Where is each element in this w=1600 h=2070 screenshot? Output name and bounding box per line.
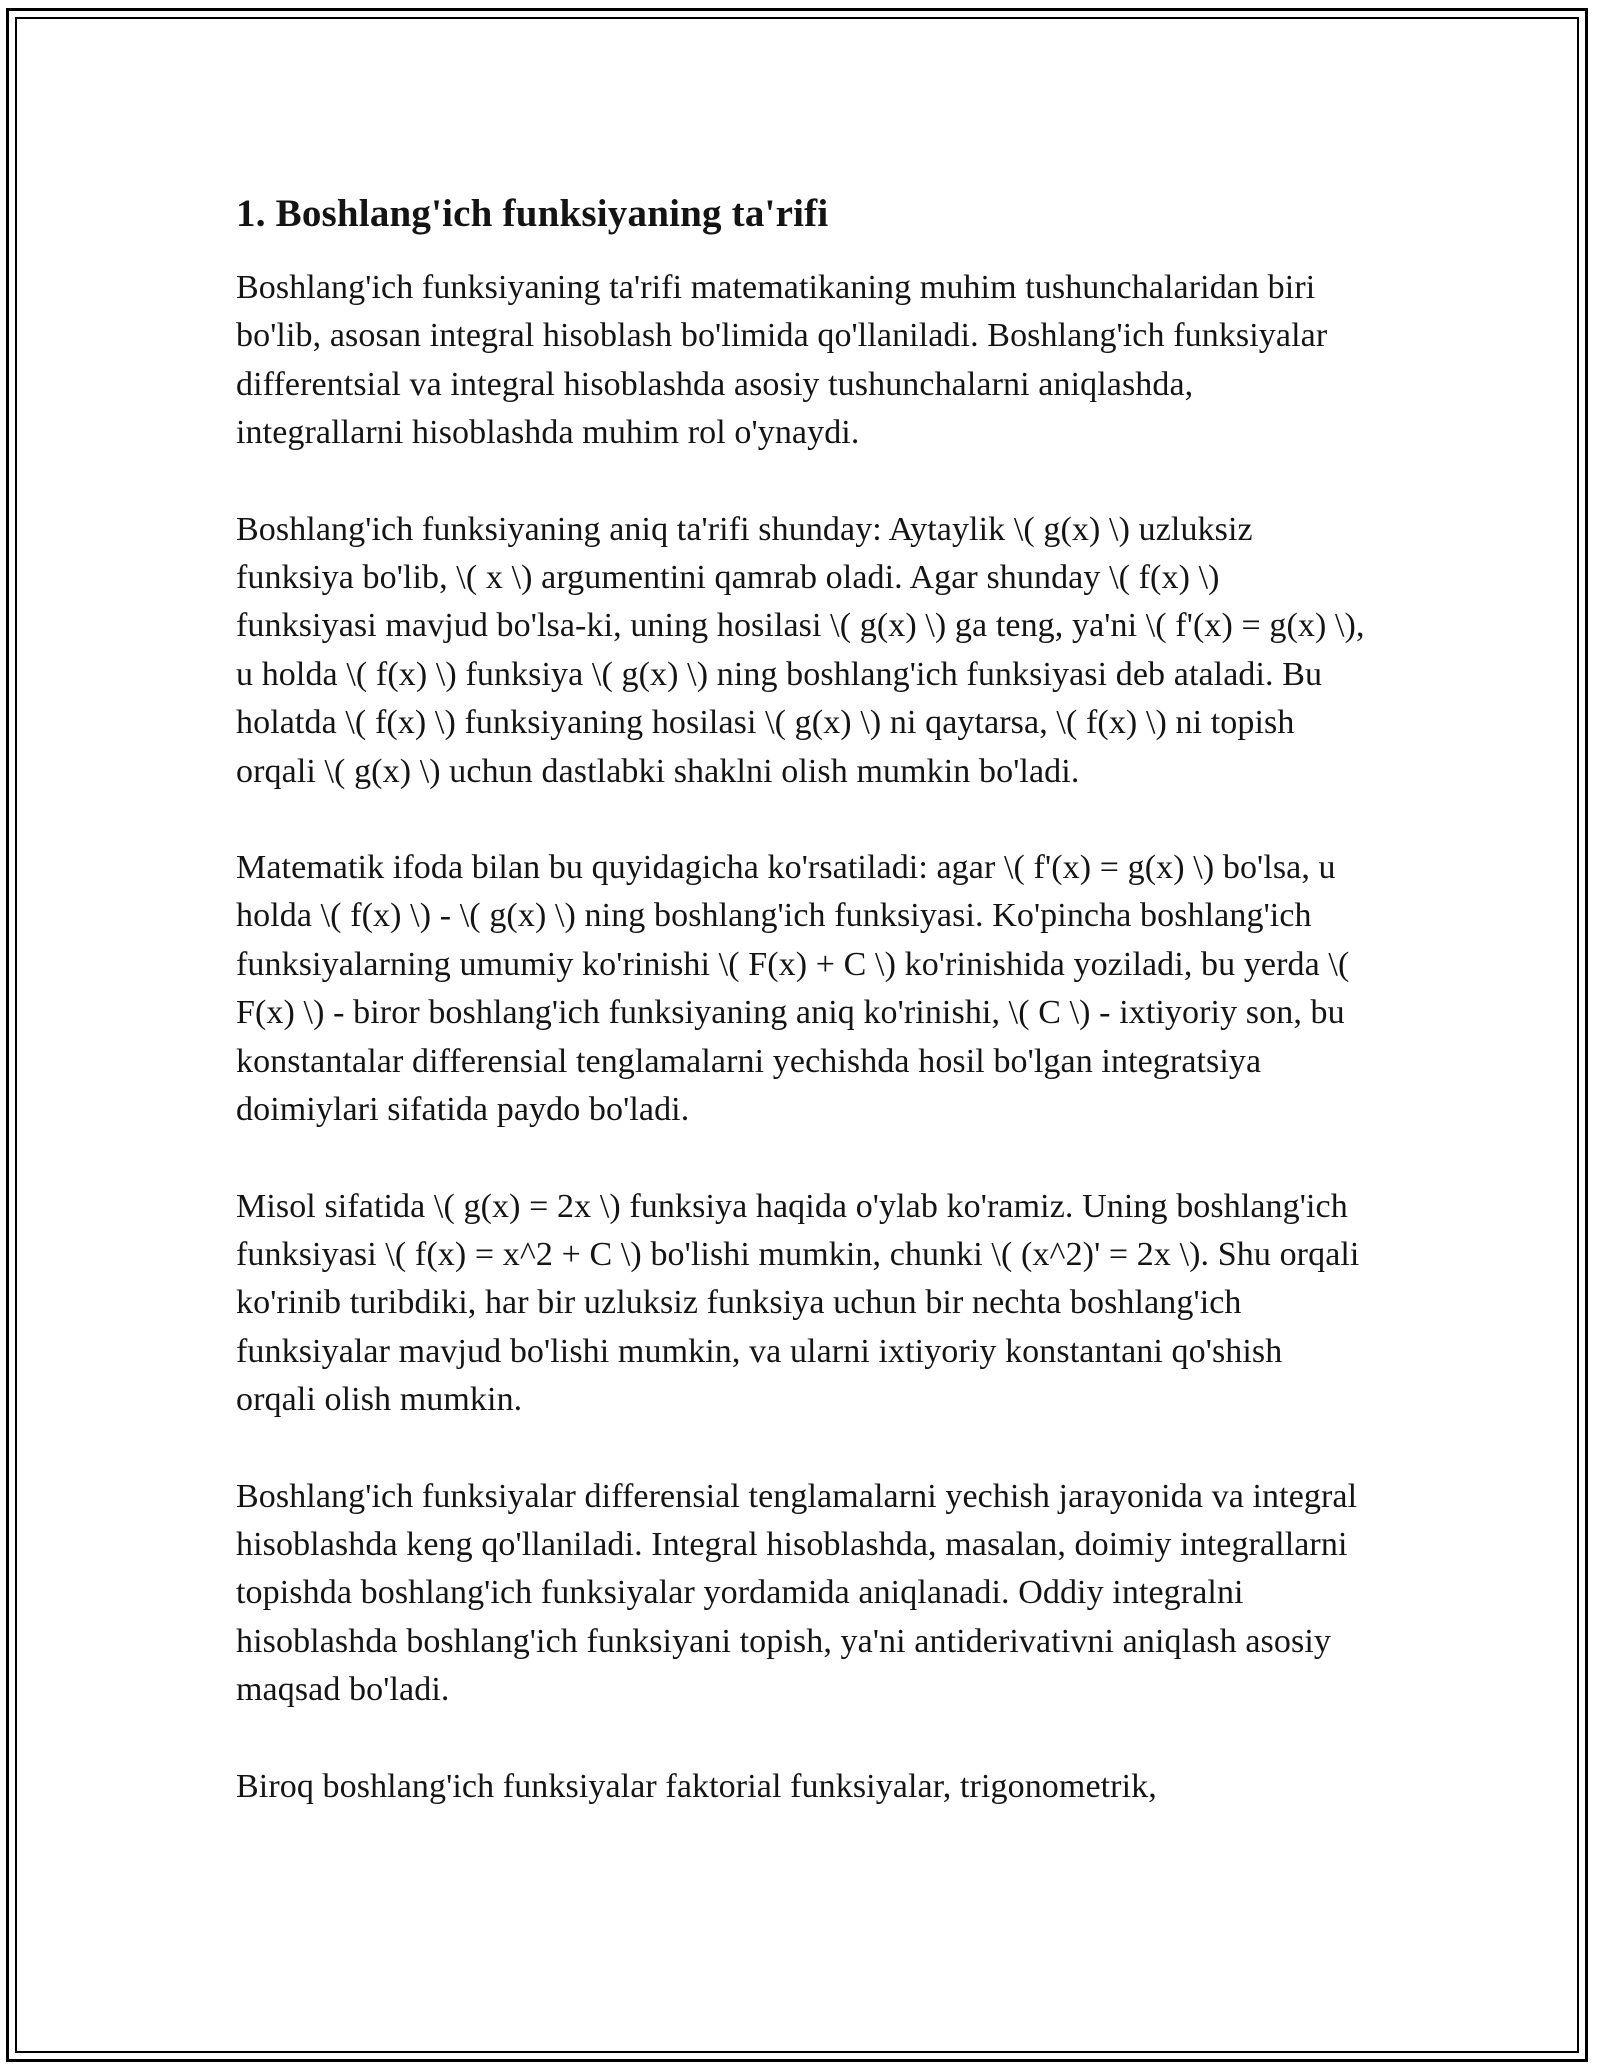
paragraph-5: Boshlang'ich funksiyalar differensial tenglamalarni yechish jarayonida va integral hisoblashda keng qo'llaniladi. Integral hisoblashda, masalan, doimiy integrallarni topishda boshlang'ich funksiyalar yordamida aniqlanadi. Oddiy integralni hisoblashda boshlang'ich funksiyani topish, ya'ni antiderivativni aniqlash asosiy maqsad bo'ladi.	[236, 1477, 1358, 1709]
paragraph-6: Biroq boshlang'ich funksiyalar faktorial funksiyalar, trigonometrik,	[236, 1767, 1157, 1805]
paragraph-3: Matematik ifoda bilan bu quyidagicha ko'rsatiladi: agar \( f'(x) = g(x) \) bo'lsa, u holda \( f(x) \) - \( g(x) \) ning boshlang'ich funksiyasi. Ko'pincha boshlang'ich funksiyalarning umumiy ko'rinishi \( F(x) + C \) ko'rinishida yoziladi, bu yerda \( F(x) \) - biror boshlang'ich funksiyaning aniq ko'rinishi, \( C \) - ixtiyoriy son, bu konstantalar differensial tenglamalarni yechishda hosil bo'lgan integratsiya doimiylari sifatida paydo bo'ladi.	[236, 849, 1350, 1129]
document-body	[236, 186, 1366, 1859]
paragraph-4: Misol sifatida \( g(x) = 2x \) funksiya haqida o'ylab ko'ramiz. Uning boshlang'ich funksiyasi \( f(x) = x^2 + C \) bo'lishi mumkin, chunki \( (x^2)' = 2x \). Shu orqali ko'rinib turibdiki, har bir uzluksiz funksiya uchun bir nechta boshlang'ich funksiyalar mavjud bo'lishi mumkin, va ularni ixtiyoriy konstantani qo'shish orqali olish mumkin.	[236, 1187, 1360, 1419]
section-heading: 1. Boshlang'ich funksiyaning ta'rifi	[236, 192, 829, 235]
paragraph-1: Boshlang'ich funksiyaning ta'rifi matematikaning muhim tushunchalaridan biri bo'lib, asosan integral hisoblash bo'limida qo'llaniladi. Boshlang'ich funksiyalar differentsial va integral hisoblashda asosiy tushunchalarni aniqlashda, integrallarni hisoblashda muhim rol o'ynaydi.	[236, 269, 1328, 452]
paragraph-2: Boshlang'ich funksiyaning aniq ta'rifi shunday: Aytaylik \( g(x) \) uzluksiz funksiya bo'lib, \( x \) argumentini qamrab oladi. Agar shunday \( f(x) \) funksiyasi mavjud bo'lsa-ki, uning hosilasi \( g(x) \) ga teng, ya'ni \( f'(x) = g(x) \), u holda \( f(x) \) funksiya \( g(x) \) ning boshlang'ich funksiyasi deb ataladi. Bu holatda \( f(x) \) funksiyaning hosilasi \( g(x) \) ni qaytarsa, \( f(x) \) ni topish orqali \( g(x) \) uchun dastlabki shaklni olish mumkin bo'ladi.	[236, 510, 1365, 790]
